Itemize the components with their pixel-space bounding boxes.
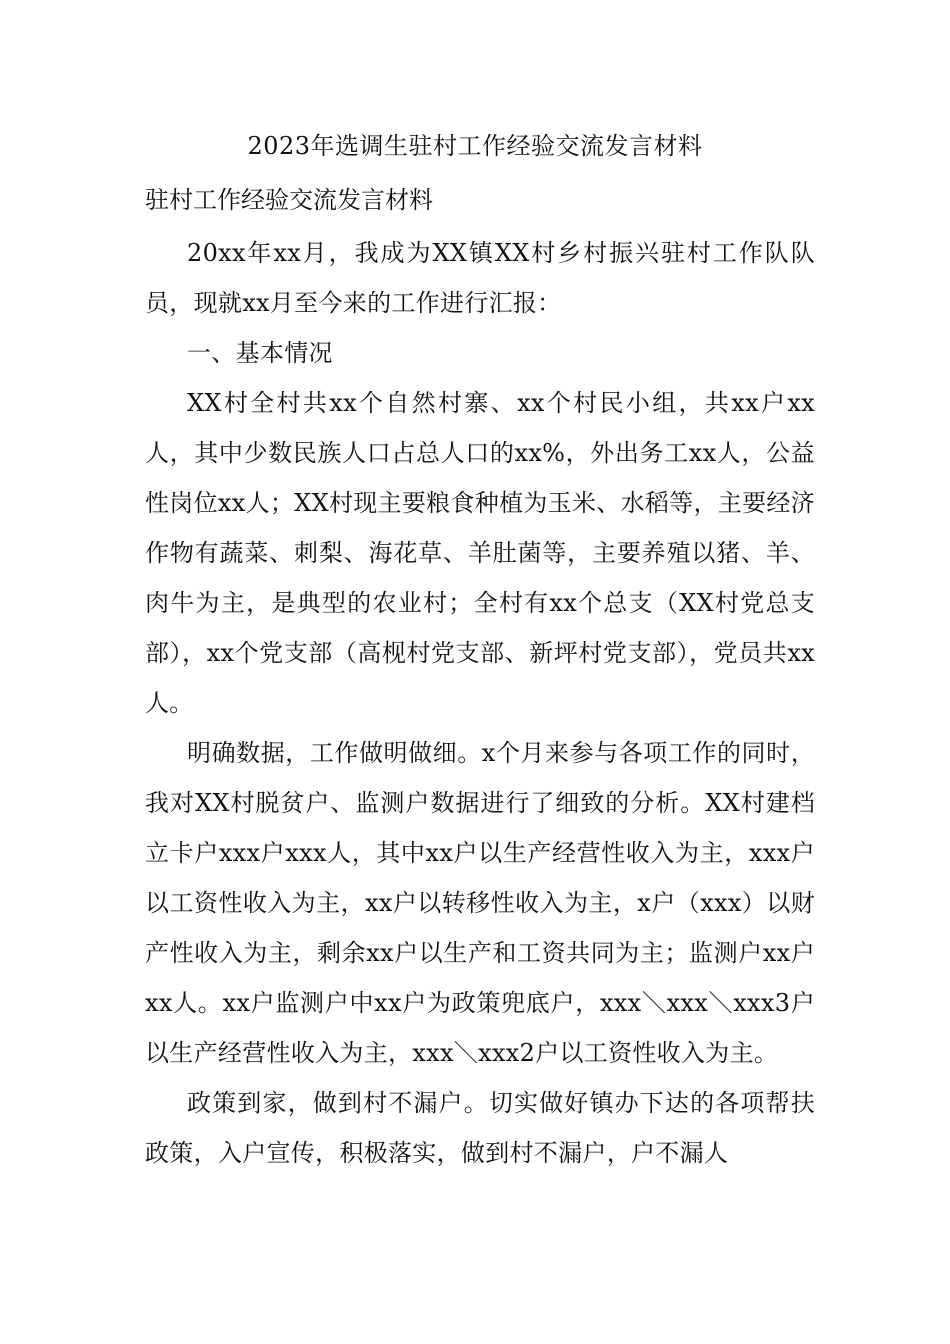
section-heading-basic-info: 一、基本情况 bbox=[187, 339, 333, 367]
document-title: 2023年选调生驻村工作经验交流发言材料 bbox=[247, 132, 703, 160]
paragraph-policy: 政策到家，做到村不漏户。切实做好镇办下达的各项帮扶政策，入户宣传，积极落实，做到村不漏户，户不漏人 bbox=[145, 1089, 815, 1167]
paragraph-intro: 20xx年xx月，我成为XX镇XX村乡村振兴驻村工作队队员，现就xx月至今来的工作进行汇报： bbox=[145, 239, 815, 317]
paragraph-village-overview: XX村全村共xx个自然村寨、xx个村民小组，共xx户xx人，其中少数民族人口占总人口的xx%，外出务工xx人，公益性岗位xx人；XX村现主要粮食种植为玉米、水稻等，主要经济作物有蔬菜、刺梨、海花草、羊肚菌等，主要养殖以猪、羊、肉牛为主，是典型的农业村；全村有xx个总支（XX村党总支部），xx个党支部（高枧村党支部、新坪村党支部），党员共xx人。 bbox=[145, 389, 815, 717]
document-body bbox=[145, 228, 815, 1178]
paragraph-data-analysis: 明确数据，工作做明做细。x个月来参与各项工作的同时，我对XX村脱贫户、监测户数据进行了细致的分析。XX村建档立卡户xxx户xxx人，其中xx户以生产经营性收入为主，xxx户以工资性收入为主，xx户以转移性收入为主，x户（xxx）以财产性收入为主，剩余xx户以生产和工资共同为主；监测户xx户xx人。xx户监测户中xx户为政策兜底户，xxx＼xxx＼xxx3户以生产经营性收入为主，xxx＼xxx2户以工资性收入为主。 bbox=[145, 739, 815, 1067]
document-subtitle: 驻村工作经验交流发言材料 bbox=[145, 186, 433, 214]
